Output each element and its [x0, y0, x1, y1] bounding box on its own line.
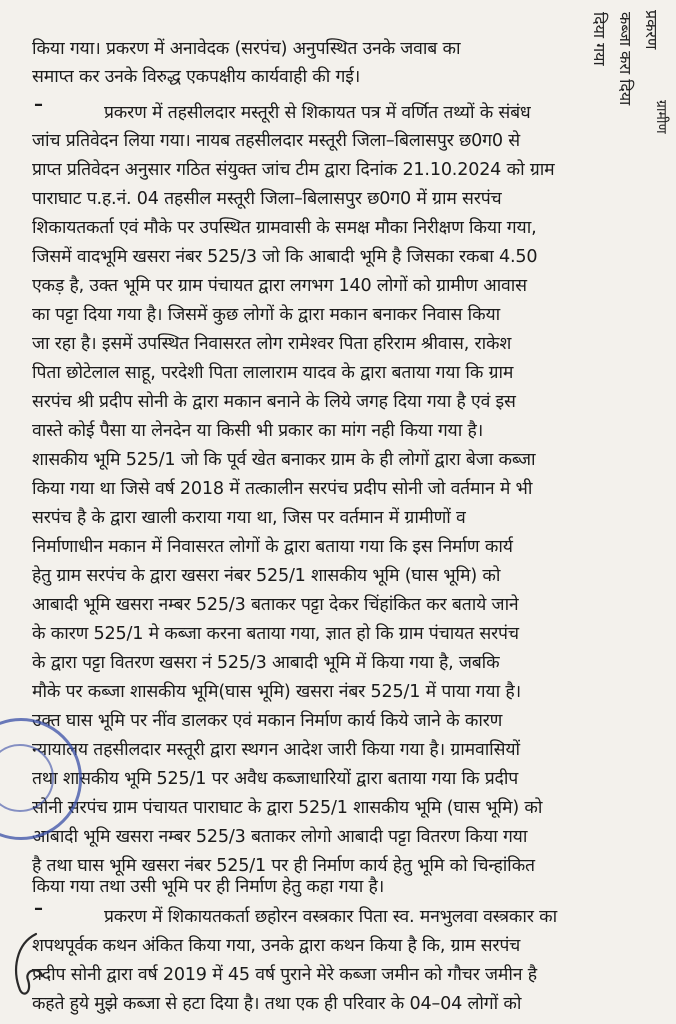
text-line: उक्त घास भूमि पर नींव डालकर एवं मकान निर्माण कार्य किये जाने के कारण: [32, 711, 503, 731]
text-line: प्राप्त प्रतिवेदन अनुसार गठित संयुक्त जांच टीम द्वारा दिनांक 21.10.2024 को ग्राम: [32, 160, 555, 180]
signature-icon: [10, 930, 46, 1000]
text-line: जिसमें वादभूमि खसरा नंबर 525/3 जो कि आबादी भूमि है जिसका रकबा 4.50: [32, 247, 538, 267]
text-line: कहते हुये मुझे कब्जा से हटा दिया है। तथा एक ही परिवार के 04–04 लोगों को: [32, 994, 522, 1014]
text-line: समाप्त कर उनके विरुद्ध एकपक्षीय कार्यवाही की गई।: [32, 67, 361, 87]
text-line: निर्माणाधीन मकान में निवासरत लोगों के द्वारा बताया गया कि इस निर्माण कार्य: [32, 537, 513, 557]
text-line: के द्वारा पट्टा वितरण खसरा नं 525/3 आबादी भूमि में किया गया है, जबकि: [32, 653, 500, 673]
text-line: आबादी भूमि खसरा नम्बर 525/3 बताकर पट्टा देकर चिंहांकित कर बताये जाने: [32, 595, 519, 615]
text-line: जांच प्रतिवेदन लिया गया। नायब तहसीलदार मस्तूरी जिला–बिलासपुर छ0ग0 से: [32, 131, 520, 151]
text-line: हेतु ग्राम सरपंच के द्वारा खसरा नंबर 525/1 शासकीय भूमि (घास भूमि) को: [32, 566, 501, 586]
text-line: शिकायतकर्ता एवं मौके पर उपस्थित ग्रामवासी के समक्ष मौका निरीक्षण किया गया,: [32, 218, 537, 238]
text-line: पाराघाट प.ह.नं. 04 तहसील मस्तूरी जिला–बिलासपुर छ0ग0 में ग्राम सरपंच: [32, 189, 502, 209]
text-line: तथा शासकीय भूमि 525/1 पर अवैध कब्जाधारियों द्वारा बताया गया कि प्रदीप: [32, 769, 519, 789]
text-line: सरपंच है के द्वारा खाली कराया गया था, जिस पर वर्तमान में ग्रामीणों व: [32, 508, 466, 528]
text-line: किया गया। प्रकरण में अनावेदक (सरपंच) अनुपस्थित उनके जवाब का: [32, 39, 461, 59]
text-line: प्रदीप सोनी द्वारा वर्ष 2019 में 45 वर्ष पुराने मेरे कब्जा जमीन को गौचर जमीन है: [32, 965, 537, 985]
text-line: का पट्टा दिया गया है। जिसमें कुछ लोगों के द्वारा मकान बनाकर निवास किया: [32, 305, 501, 325]
text-line: वास्ते कोई पैसा या लेनदेन या किसी भी प्रकार का मांग नही किया गया है।: [32, 421, 484, 441]
text-line: शासकीय भूमि 525/1 जो कि पूर्व खेत बनाकर ग्राम के ही लोगों द्वारा बेजा कब्जा: [32, 450, 536, 470]
margin-note-1: प्रकरण: [642, 10, 661, 50]
text-line: एकड़ है, उक्त भूमि पर ग्राम पंचायत द्वारा लगभग 140 लोगों को ग्रामीण आवास: [32, 276, 527, 296]
text-line: के कारण 525/1 मे कब्जा करना बताया गया, ज्ञात हो कि ग्राम पंचायत सरपंच: [32, 624, 519, 644]
margin-note-3: दिया गया: [590, 12, 609, 66]
text-line: सरपंच श्री प्रदीप सोनी के द्वारा मकान बनाने के लिये जगह दिया गया है एवं इस: [32, 392, 516, 412]
text-line: शपथपूर्वक कथन अंकित किया गया, उनके द्वारा कथन किया है कि, ग्राम सरपंच: [32, 936, 521, 956]
bullet-dash: –: [34, 94, 43, 115]
text-line: प्रकरण में शिकायतकर्ता छहोरन वस्त्रकार पिता स्व. मनभुलवा वस्त्रकार का: [104, 907, 557, 927]
bullet-dash: –: [34, 898, 43, 919]
text-line: किया गया तथा उसी भूमि पर ही निर्माण हेतु कहा गया है।: [32, 877, 385, 897]
text-line: सोनी सरपंच ग्राम पंचायत पाराघाट के द्वारा 525/1 शासकीय भूमि (घास भूमि) को: [32, 798, 543, 818]
text-line: प्रकरण में तहसीलदार मस्तूरी से शिकायत पत्र में वर्णित तथ्यों के संबंध: [104, 103, 531, 123]
text-line: किया गया था जिसे वर्ष 2018 में तत्कालीन सरपंच प्रदीप सोनी जो वर्तमान मे भी: [32, 479, 533, 499]
text-line: पिता छोटेलाल साहू, परदेशी पिता लालाराम यादव के द्वारा बताया गया कि ग्राम: [32, 363, 514, 383]
text-line: जा रहा है। इसमें उपस्थित निवासरत लोग रामेश्वर पिता हरिराम श्रीवास, राकेश: [32, 334, 512, 354]
text-line: आबादी भूमि खसरा नम्बर 525/3 बताकर लोगो आबादी पट्टा वितरण किया गया: [32, 827, 528, 847]
margin-note-4: ग्रामीण: [653, 100, 669, 134]
text-line: है तथा घास भूमि खसरा नंबर 525/1 पर ही निर्माण कार्य हेतु भूमि को चिन्हांकित: [32, 856, 535, 876]
text-line: न्यायालय तहसीलदार मस्तूरी द्वारा स्थगन आदेश जारी किया गया है। ग्रामवासियों: [32, 740, 520, 760]
margin-note-2: कब्जा करा दिया: [616, 12, 635, 106]
text-line: मौके पर कब्जा शासकीय भूमि(घास भूमि) खसरा नंबर 525/1 में पाया गया है।: [32, 682, 521, 702]
